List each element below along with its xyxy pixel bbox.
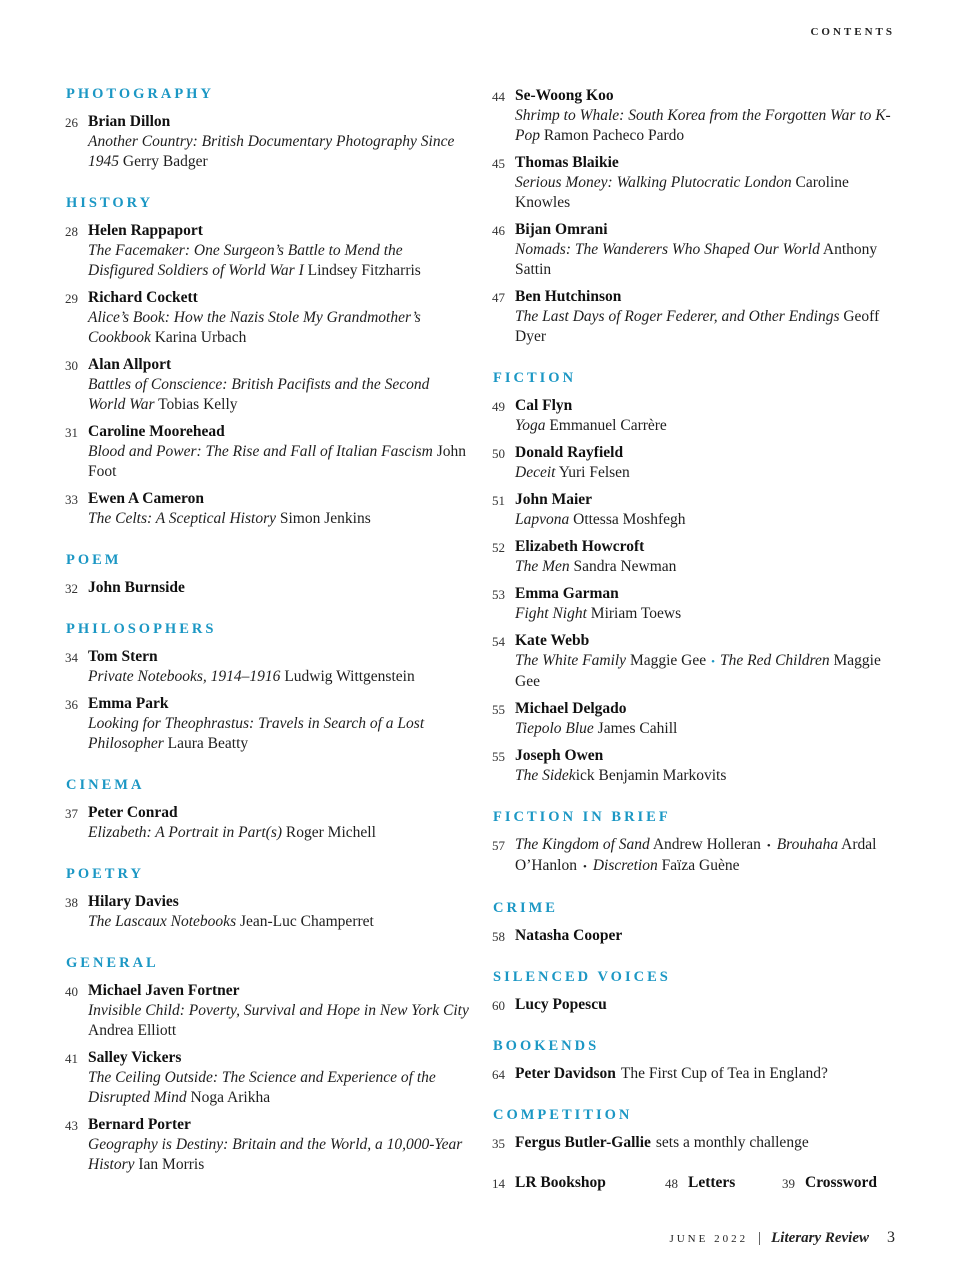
book-title: Brouhaha <box>776 836 839 853</box>
page-ref: 41 <box>65 1051 78 1066</box>
section <box>65 866 470 932</box>
toc-entry[interactable] <box>492 926 907 946</box>
page-ref: 37 <box>65 806 78 821</box>
page-ref: 50 <box>492 446 505 461</box>
book-author: Ludwig Wittgenstein <box>284 668 415 685</box>
reviewer-name: Peter Conrad <box>88 804 178 821</box>
reviewer-name: Kate Webb <box>515 632 590 649</box>
magazine-name: Literary Review <box>771 1230 869 1246</box>
reviewer-name: Salley Vickers <box>88 1049 182 1066</box>
toc-entry[interactable] <box>492 490 907 530</box>
page-number: 3 <box>887 1229 895 1246</box>
book-list <box>88 714 470 754</box>
section-title: CINEMA <box>66 777 145 793</box>
book-title: The Facemaker: One Surgeon’s Battle to Mend the Disfigured Soldiers of World War I <box>88 242 403 279</box>
page-ref: 14 <box>492 1176 505 1191</box>
book-list <box>515 719 907 739</box>
reviewer-name: Elizabeth Howcroft <box>515 538 645 555</box>
book-author: Gerry Badger <box>122 153 208 170</box>
toc-entry[interactable] <box>492 153 907 213</box>
page-ref: 29 <box>65 291 78 306</box>
book-author: Simon Jenkins <box>279 510 371 527</box>
extra-label: LR Bookshop <box>515 1174 606 1191</box>
reviewer-name: Lucy Popescu <box>515 996 607 1013</box>
page-ref: 32 <box>65 581 78 596</box>
toc-entry[interactable] <box>65 694 470 754</box>
book-title: Invisible Child: Poverty, Survival and Hope in New York City <box>88 1002 469 1019</box>
section-title: BOOKENDS <box>493 1038 600 1054</box>
book-title: The Celts: A Sceptical History <box>88 510 276 527</box>
book-title: The Sidek <box>515 767 576 784</box>
reviewer-name: Michael Delgado <box>515 700 627 717</box>
book-title: Private Notebooks, 1914–1916 <box>88 668 281 685</box>
book-author: Ian Morris <box>138 1156 205 1173</box>
page-ref: 46 <box>492 223 505 238</box>
book-list <box>88 1135 470 1175</box>
toc-entry[interactable] <box>492 699 907 739</box>
page-ref: 55 <box>492 749 505 764</box>
entry-description: The First Cup of Tea in England? <box>620 1065 828 1082</box>
toc-entry[interactable] <box>65 221 470 281</box>
bullet-separator: • <box>766 840 771 852</box>
book-title: The Lascaux Notebooks <box>88 913 237 930</box>
book-author: Sandra Newman <box>573 558 677 575</box>
reviewer-name: Fergus Butler-Gallie <box>515 1134 651 1151</box>
toc-entry[interactable] <box>492 584 907 624</box>
book-list <box>515 307 907 347</box>
section <box>65 777 470 843</box>
reviewer-name: Brian Dillon <box>88 113 171 130</box>
section-title: PHILOSOPHERS <box>66 621 217 637</box>
book-author: Miriam Toews <box>590 605 682 622</box>
book-author: Anthony Sattin <box>515 241 878 278</box>
book-author: Tobias Kelly <box>158 396 238 413</box>
book-list <box>88 912 470 932</box>
book-author: Ottessa Moshfegh <box>573 511 686 528</box>
book-title: Geography is Destiny: Britain and the World, a 10,000-Year History <box>88 1136 463 1173</box>
section-title: CRIME <box>493 900 558 916</box>
page-ref: 26 <box>65 115 78 130</box>
toc-entry[interactable] <box>65 422 470 482</box>
reviewer-name: Richard Cockett <box>88 289 198 306</box>
page-ref: 34 <box>65 650 78 665</box>
toc-entry[interactable] <box>492 995 907 1015</box>
book-author: Caroline Knowles <box>515 174 849 211</box>
toc-entry[interactable] <box>65 489 470 529</box>
section <box>65 86 470 172</box>
extra-label: Crossword <box>805 1174 878 1191</box>
toc-entry[interactable] <box>65 981 470 1041</box>
page-ref: 64 <box>492 1067 505 1082</box>
section-title: HISTORY <box>66 195 154 211</box>
extra-label: Letters <box>688 1174 736 1191</box>
book-author: Roger Michell <box>285 824 376 841</box>
book-list <box>88 509 470 529</box>
book-list <box>515 766 907 786</box>
page-ref: 31 <box>65 425 78 440</box>
reviewer-name: Alan Allport <box>88 356 172 373</box>
book-title: Another Country: British Documentary Photography Since 1945 <box>88 133 455 170</box>
book-author: ick Benjamin Markovits <box>575 767 727 784</box>
extras-row <box>492 1173 907 1193</box>
toc-entry[interactable] <box>65 578 470 598</box>
page-ref: 48 <box>665 1176 678 1191</box>
book-list <box>88 667 470 687</box>
book-author: Jean-Luc Champerret <box>239 913 374 930</box>
book-list <box>88 375 470 415</box>
toc-entry[interactable] <box>492 396 907 436</box>
page-ref: 30 <box>65 358 78 373</box>
book-list <box>515 463 907 483</box>
section-title: POEM <box>66 552 122 568</box>
reviewer-name: Tom Stern <box>88 648 158 665</box>
toc-entry[interactable] <box>65 803 470 843</box>
book-author: Laura Beatty <box>167 735 249 752</box>
reviewer-name: Thomas Blaikie <box>515 154 619 171</box>
book-title: Lapvona <box>515 511 570 528</box>
toc-entry[interactable] <box>492 1133 907 1153</box>
toc-entry[interactable] <box>492 746 907 786</box>
section <box>492 370 907 786</box>
page-ref: 49 <box>492 399 505 414</box>
book-title: Looking for Theophrastus: Travels in Search of a Lost Philosopher <box>88 715 425 752</box>
book-list <box>515 240 907 280</box>
book-title: Shrimp to Whale: South Korea from the Forgotten War to K-Pop <box>515 107 891 144</box>
book-author: Karina Urbach <box>154 329 247 346</box>
book-title: The Last Days of Roger Federer, and Other Endings <box>515 308 840 325</box>
book-author: Geoff Dyer <box>515 308 880 345</box>
page-ref: 33 <box>65 492 78 507</box>
reviewer-name: Natasha Cooper <box>515 927 623 944</box>
book-list <box>88 241 470 281</box>
book-title: The White Family <box>515 652 627 669</box>
section-title: FICTION IN BRIEF <box>493 809 671 825</box>
book-title: Elizabeth: A Portrait in Part(s) <box>88 824 283 841</box>
toc-entry[interactable] <box>65 355 470 415</box>
book-title: Yoga <box>515 417 546 434</box>
section <box>65 621 470 754</box>
book-list <box>88 132 470 172</box>
book-title: The Ceiling Outside: The Science and Experience of the Disrupted Mind <box>88 1069 436 1106</box>
reviewer-name: Peter Davidson <box>515 1065 616 1082</box>
book-list <box>515 416 907 436</box>
page-ref: 28 <box>65 224 78 239</box>
section-title: COMPETITION <box>493 1107 633 1123</box>
book-list <box>88 823 470 843</box>
page-ref: 52 <box>492 540 505 555</box>
reviewer-name: Michael Javen Fortner <box>88 982 240 999</box>
section <box>492 86 907 347</box>
book-author: Andrea Elliott <box>88 1022 177 1039</box>
page-ref: 53 <box>492 587 505 602</box>
toc-entry[interactable] <box>65 1048 470 1108</box>
book-list <box>515 651 907 692</box>
toc-entry[interactable] <box>492 631 907 692</box>
reviewer-name: Bijan Omrani <box>515 221 608 238</box>
section <box>492 1038 907 1084</box>
section <box>65 552 470 598</box>
toc-entry[interactable] <box>65 647 470 687</box>
reviewer-name: Hilary Davies <box>88 893 179 910</box>
bullet-separator: • <box>583 861 587 873</box>
book-list <box>515 510 907 530</box>
book-list <box>515 173 907 213</box>
left-column <box>65 86 470 1198</box>
reviewer-name: Se-Woong Koo <box>515 87 614 104</box>
book-list <box>515 604 907 624</box>
book-title: Battles of Conscience: British Pacifists and the Second World War <box>88 376 430 413</box>
book-author: James Cahill <box>597 720 678 737</box>
toc-entry[interactable] <box>65 892 470 932</box>
reviewer-name: John Maier <box>515 491 593 508</box>
book-author: Yuri Felsen <box>558 464 630 481</box>
reviewer-name: Cal Flyn <box>515 397 573 414</box>
section <box>492 1107 907 1193</box>
reviewer-name: Emma Garman <box>515 585 619 602</box>
toc-entry[interactable] <box>492 1064 907 1084</box>
reviewer-name: Ben Hutchinson <box>515 288 622 305</box>
section <box>65 955 470 1175</box>
toc-entry[interactable] <box>492 86 907 146</box>
page-ref: 60 <box>492 998 505 1013</box>
entry-description: sets a monthly challenge <box>655 1134 809 1151</box>
section-title: GENERAL <box>66 955 159 971</box>
book-author: John Foot <box>88 443 467 480</box>
section-title: POETRY <box>66 866 144 882</box>
page-ref: 36 <box>65 697 78 712</box>
extra-item[interactable] <box>492 1173 665 1193</box>
book-author: Ardal O’Hanlon <box>515 836 877 874</box>
book-title: The Kingdom of Sand <box>515 836 650 853</box>
page-ref: 47 <box>492 290 505 305</box>
page-ref: 58 <box>492 929 505 944</box>
section <box>492 969 907 1015</box>
book-title: Nomads: The Wanderers Who Shaped Our World <box>515 241 820 258</box>
book-title: The Men <box>515 558 570 575</box>
book-list <box>515 106 907 146</box>
page-ref: 51 <box>492 493 505 508</box>
book-title: Serious Money: Walking Plutocratic London <box>515 174 792 191</box>
section <box>65 195 470 529</box>
book-author: Lindsey Fitzharris <box>307 262 421 279</box>
right-column <box>492 86 907 1216</box>
section-title: FICTION <box>493 370 577 386</box>
reviewer-name: Helen Rappaport <box>88 222 203 239</box>
book-author: Maggie Gee <box>629 652 707 669</box>
reviewer-name: Donald Rayfield <box>515 444 624 461</box>
book-list <box>515 836 876 874</box>
page-ref: 38 <box>65 895 78 910</box>
book-author: Andrew Holleran <box>652 836 761 853</box>
reviewer-name: Bernard Porter <box>88 1116 191 1133</box>
book-author: Ramon Pacheco Pardo <box>543 127 685 144</box>
reviewer-name: John Burnside <box>88 579 185 596</box>
book-title: Blood and Power: The Rise and Fall of Italian Fascism <box>88 443 433 460</box>
book-title: Discretion <box>592 857 658 874</box>
page-ref: 57 <box>492 838 505 853</box>
book-title: Deceit <box>515 464 556 481</box>
page-footer <box>669 1229 895 1247</box>
page-ref: 39 <box>782 1176 795 1191</box>
page-ref: 45 <box>492 156 505 171</box>
toc-entry[interactable] <box>65 288 470 348</box>
section <box>492 900 907 946</box>
book-title: Tiepolo Blue <box>515 720 594 737</box>
page-ref: 54 <box>492 634 505 649</box>
book-author: Emmanuel Carrère <box>549 417 667 434</box>
reviewer-name: Joseph Owen <box>515 747 604 764</box>
page-ref: 44 <box>492 89 505 104</box>
book-title: Alice’s Book: How the Nazis Stole My Grandmother’s Cookbook <box>88 309 421 346</box>
book-author: Maggie Gee <box>515 652 881 690</box>
book-list <box>88 1068 470 1108</box>
toc-entry[interactable] <box>65 1115 470 1175</box>
reviewer-name: Caroline Moorehead <box>88 423 225 440</box>
toc-entry[interactable] <box>492 220 907 280</box>
book-list <box>88 308 470 348</box>
book-title: Fight Night <box>515 605 587 622</box>
toc-entry[interactable] <box>65 112 470 172</box>
book-title: The Red Children <box>719 652 830 669</box>
issue-date: JUNE 2022 <box>669 1233 749 1245</box>
toc-entry[interactable] <box>492 537 907 577</box>
page-ref: 40 <box>65 984 78 999</box>
page-ref: 35 <box>492 1136 505 1151</box>
page-ref: 55 <box>492 702 505 717</box>
toc-entry[interactable] <box>492 443 907 483</box>
contents-header: CONTENTS <box>810 26 895 38</box>
bullet-separator: • <box>711 656 715 668</box>
book-author: Faïza Guène <box>661 857 740 874</box>
footer-divider: | <box>758 1230 762 1246</box>
reviewer-name: Ewen A Cameron <box>88 490 204 507</box>
section-title: SILENCED VOICES <box>493 969 671 985</box>
reviewer-name: Emma Park <box>88 695 169 712</box>
book-list <box>515 557 907 577</box>
toc-entry[interactable] <box>492 287 907 347</box>
book-list <box>88 1001 470 1041</box>
section <box>492 809 907 877</box>
page-ref: 43 <box>65 1118 78 1133</box>
section-title: PHOTOGRAPHY <box>66 86 214 102</box>
book-list <box>88 442 470 482</box>
book-author: Noga Arikha <box>190 1089 271 1106</box>
toc-entry[interactable] <box>492 835 907 877</box>
extra-item[interactable] <box>665 1173 782 1193</box>
extra-item[interactable] <box>782 1173 877 1193</box>
